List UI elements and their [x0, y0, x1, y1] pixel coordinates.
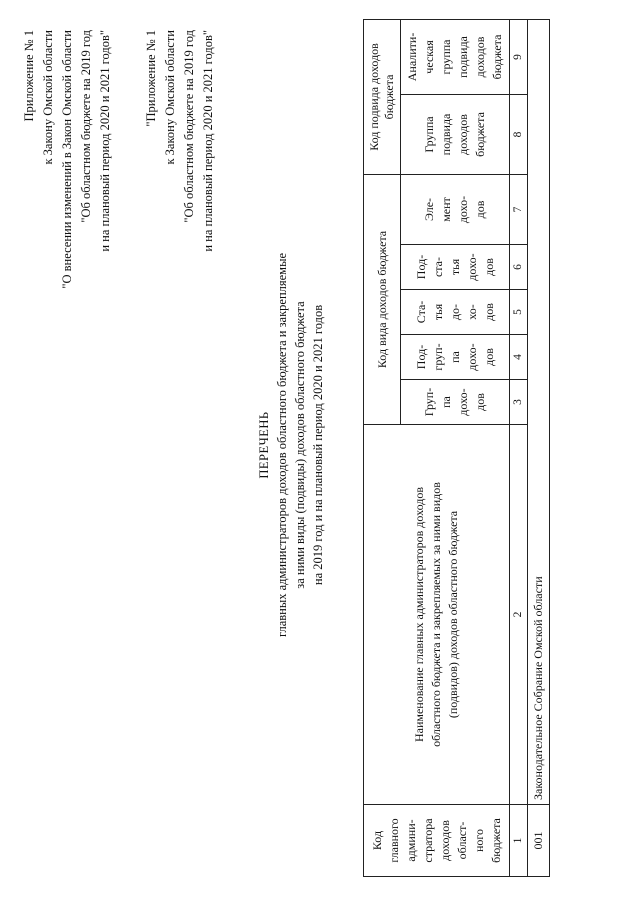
- header-element: Эле- мент дохо- дов: [401, 174, 510, 244]
- header-admin-code: Код главного админи- стратора доходов област- ного бюджета: [364, 805, 510, 877]
- column-number: 5: [510, 290, 528, 335]
- document-subtitle-line: на 2019 год и на плановый период 2020 и 2021 годов: [311, 304, 325, 586]
- header-group-kind: Код вида доходов бюджета: [364, 174, 401, 424]
- document-subtitle-line: главных администраторов доходов областного бюджета и закрепляемые: [275, 252, 289, 638]
- annex-line: и на плановый период 2020 и 2021 годов": [98, 30, 112, 252]
- header-subkind-group: Группа подвида доходов бюджета: [401, 94, 510, 174]
- header-group: Груп- па дохо- дов: [401, 380, 510, 425]
- annex-line: "О внесении изменений в Закон Омской области: [60, 30, 74, 289]
- annex-header-current: [20, 30, 115, 289]
- column-number: 7: [510, 174, 528, 244]
- table-header-row: [364, 19, 401, 876]
- header-subarticle: Под- ста- тья дохо- дов: [401, 245, 510, 290]
- annex-line: "Приложение № 1: [144, 30, 158, 127]
- document-subtitle-line: за ними виды (подвиды) доходов областного бюджета: [293, 301, 307, 589]
- annex-header-original: [142, 30, 218, 252]
- column-number: 2: [510, 425, 528, 805]
- column-number: 1: [510, 805, 528, 877]
- column-number: 9: [510, 19, 528, 94]
- table-row: [528, 19, 550, 876]
- annex-line: "Об областном бюджете на 2019 год: [182, 30, 196, 223]
- annex-line: к Закону Омской области: [163, 30, 177, 165]
- annex-line: "Об областном бюджете на 2019 год: [79, 30, 93, 223]
- admin-code-cell: 001: [528, 805, 550, 877]
- annex-line: к Закону Омской области: [41, 30, 55, 165]
- revenue-administrators-table: [363, 19, 550, 877]
- header-name: Наименование главных администраторов доходов областного бюджета и закрепляемых за ними видов (подвидов) доходов областного бюджета: [364, 425, 510, 805]
- header-group-subkind: Код подвида доходов бюджета: [364, 19, 401, 174]
- header-analytic-group: Аналити- ческая группа подвида доходов бюджета: [401, 19, 510, 94]
- document-heading: ПЕРЕЧЕНЬ: [257, 411, 271, 479]
- annex-line: и на плановый период 2020 и 2021 годов": [201, 30, 215, 252]
- column-number: 8: [510, 94, 528, 174]
- header-subgroup: Под- груп- па дохо- дов: [401, 335, 510, 380]
- admin-name-cell: Законодательное Собрание Омской области: [528, 19, 550, 804]
- column-number: 4: [510, 335, 528, 380]
- document-title-block: [255, 65, 327, 825]
- column-number-row: [510, 19, 528, 876]
- header-article: Ста- тья до- хо- дов: [401, 290, 510, 335]
- column-number: 3: [510, 380, 528, 425]
- column-number: 6: [510, 245, 528, 290]
- annex-line: Приложение № 1: [22, 30, 36, 122]
